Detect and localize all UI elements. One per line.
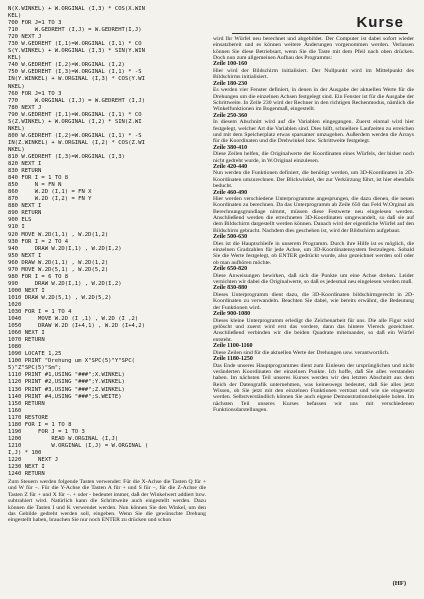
code-line: 800 W.GEDREHT (I,2)=W.ORGINAL (I,1) * -S — [8, 132, 142, 139]
section-text: Dies ist die Hauptschleife in unserem Programm. Durch ihre Hilfe ist es möglich, die einzelnen Gradzahlen für jede Achse, um 3D-Koordinatensystem festzulegen. Sobald Sie die Werte festgelegt, ob ENTER gedrückt wurde, also gezeichnet werden soll oder ob man aufhören möchte. — [213, 240, 414, 266]
code-line: 910 I — [8, 224, 25, 231]
code-line: 1080 — [8, 344, 22, 351]
code-line: 1040 MOVE W.2D (I ,1) , W.2D (I ,2) — [8, 316, 139, 323]
code-line: I,J) * 100 — [8, 449, 42, 456]
code-line: NKEL) — [8, 83, 25, 90]
code-line: IN(Y.WINKEL) + W.ORGINAL (I,3) * COS(Y.WI — [8, 76, 145, 83]
section-text: Hier wird der Bildschirm initialisiert. Der Nullpunkt wird im Mittelpunkt des Bildschirms initialisiert. — [213, 67, 414, 81]
code-line: 1180 FOR I = 1 TO 8 — [8, 421, 72, 428]
section-item — [213, 234, 414, 266]
code-line: 5)"Z"SPC(5)"Sm"; — [8, 365, 62, 372]
code-line: 950 NEXT I — [8, 252, 42, 259]
left-column — [8, 6, 206, 524]
code-line: 1150 RETURN — [8, 400, 45, 407]
section-item — [213, 190, 414, 235]
code-line: 1240 RETURN — [8, 471, 45, 478]
code-line: 850 N = FN N — [8, 182, 62, 189]
code-line: 860 W.2D (I,1) = FN X — [8, 189, 92, 196]
section-heading: Zeile 900-1080 — [213, 311, 251, 318]
code-line: 1160 — [8, 407, 22, 414]
code-line: 1170 RESTORE — [8, 414, 49, 421]
intro-paragraph: wird Ihr Würfel neu berechnet und abgebildet. Der Computer ist dabei sofort wieder einsatzbereit und es können weitere Änderungen vorgenommen werden. Verlassen können Sie diese Betriebsart, wenn Sie die Taste mit dem Pfeil nach oben drücken. Doch nun zum allgemeinen Aufbau des Programms: — [213, 36, 414, 62]
code-line: 1100 PRINT "Drehung um X"SPC(5)"Y"SPC( — [8, 358, 135, 365]
code-line: 940 DRAW W.2D(I,1) , W.2D(I,2) — [8, 245, 122, 252]
code-line: 1200 READ W.ORGINAL (I,J) — [8, 435, 119, 442]
code-line: 960 DRAW W.2D(1,1) , W.2D(1,2) — [8, 259, 109, 266]
code-line: 700 FOR J=1 TO 3 — [8, 20, 62, 27]
code-line: 1190 FOR J = 1 TO 3 — [8, 428, 85, 435]
section-list — [213, 61, 414, 413]
code-line: 770 W.ORGINAL (I,J) = W.GEDREHT (I,J) — [8, 97, 145, 104]
code-line: IN(Z.WINKEL) + W.ORGINAL (I,2) * COS(Z.WI — [8, 139, 145, 146]
code-line: NKEL) — [8, 146, 25, 153]
section-heading: Zeile 250-360 — [213, 112, 248, 119]
section-text: Diese Zeilen sind für die aktuellen Werte der Drehungen usw. verantwortlich. — [213, 349, 390, 356]
code-line: 1210 W.ORGINAL (I,J) = W.ORGINAL ( — [8, 442, 149, 449]
section-text: Hier werden verschiedene Unterprogramme angesprungen, die dazu dienen, die neuen Koordinaten zu berechnen. Da das Unterprogramm ab Zeile 650 das Feld W.Orginal als Berechnungsgrundlage nimmt, müssen diese Festwerte neu eingelesen werden. Anschließend werden die errechneten 3D-Koordinaten umgewandelt, so daß sie auf dem Bildschirm dargestellt werden können. Danach wird der eigentliche Würfel auf den Bildschirm gebracht. Nachdem dies geschehen ist, wird der Bildschirm aufgebaut. — [213, 196, 414, 234]
section-text: Dieses Unterprogramm dient dazu, die 3D-Koordinaten bildschirmgerecht in 2D-Koordinaten zu verwandeln. Beachten Sie dabei, wie bereits erwähnt, die Bedeutung der Funktionen wird. — [213, 292, 414, 311]
section-heading: Zeile 380-410 — [213, 144, 248, 151]
section-heading: Zeile 180-230 — [213, 80, 248, 87]
section-heading: Zeile 100-160 — [213, 61, 248, 68]
section-item — [213, 81, 414, 113]
section-item — [213, 285, 414, 311]
section-text: In diesem Abschnitt wird auf die Variablen eingegangen. Zuerst einmal wird hier festgelegt, welcher Art die Variablen sind. Dies hilft, schnellere Laufzeiten zu erreichen und mit dem Speicherplatz etwas sparsamer umzugehen. Außerdem werden die Arrays für die Koordinaten und die Drehwinkel bzw. Schrittweite festgelegt. — [213, 119, 414, 145]
section-item — [213, 145, 414, 164]
right-column — [213, 36, 414, 413]
code-line: 730 W.GEDREHT (I,1)=W.ORGINAL (I,1) * CO — [8, 41, 142, 48]
code-line: KEL) — [8, 13, 22, 20]
section-item — [213, 343, 414, 356]
code-line: 790 W.GEDREHT (I,1)=W.ORGINAL (I,1) * CO — [8, 111, 142, 118]
code-line: 820 NEXT I — [8, 161, 42, 168]
section-heading: Zeile 830-880 — [213, 285, 248, 292]
code-line: NKEL) — [8, 125, 25, 132]
section-text: Dieses kleine Unterprogramm erledigt die Zeichenarbeit für uns. Die alle Figur wird gelöscht und zuerst wird erst das vordere, dann das hintere Viereck gezeichnet. Anschließend verbinden wir die beiden Quadrate miteinander, so daß ein Würfel entsteht. — [213, 317, 414, 343]
code-line: 720 NEXT J — [8, 34, 42, 41]
basic-code-listing — [8, 6, 206, 478]
section-item — [213, 164, 414, 190]
code-line: N(X.WINKEL) + W.ORGINAL (I,3) * COS(X.WIN — [8, 6, 145, 12]
code-line: 1020 — [8, 301, 22, 308]
code-line: S(Y.WINKEL) + W.ORGINAL (I,3) * SIN(Y.WIN — [8, 48, 145, 55]
code-line: 870 W.2D (I,2) = FN Y — [8, 196, 92, 203]
code-line: 1140 PRINT #4,USING "###";S.WEITE) — [8, 393, 122, 400]
section-text: Diese Anweisungen bewirken, daß sich die Punkte um eine Achse drehen. Leider vernichten wir dabei die Originalwerte, so daß es jedesmal neu eingelesen werden muß. — [213, 272, 414, 286]
code-line: 920 MOVE W.2D(1,1) , W.2D(1,2) — [8, 231, 109, 238]
section-heading: Zeile 650-820 — [213, 266, 248, 273]
section-text: Nun werden die Funktionen definiert, die benötigt werden, um 3D-Koordinaten in 2D-Koordinaten umzurechnen. Der Blickwinkel, der zur Verkürzung führt, ist hier ebenfalls beducht. — [213, 170, 414, 190]
page-header-title: Kurse — [356, 14, 404, 31]
code-line: 980 FOR I = 6 TO 8 — [8, 273, 69, 280]
section-heading: Zeile 420-440 — [213, 163, 248, 170]
code-line: 1110 PRINT #1,USING "###";X.WINKEL) — [8, 372, 125, 379]
code-line: 900 ELS — [8, 217, 32, 224]
section-heading: Zeile 500-630 — [213, 234, 248, 241]
code-line: 1090 LOCATE 1,25 — [8, 351, 62, 358]
code-line: 830 RETURN — [8, 168, 42, 175]
code-line: 1000 NEXT I — [8, 287, 45, 294]
code-line: 990 DRAW W.2D(I,1) , W.2D(I,2) — [8, 280, 122, 287]
code-line: 740 W.GEDREHT (I,2)=W.ORGINAL (I,2) — [8, 62, 125, 69]
code-line: 710 W.GEDREHT (I,J) = W.GEDREHT(I,J) — [8, 27, 142, 34]
code-line: 1060 NEXT I — [8, 330, 45, 337]
section-text: Das Ende unseres Hauptprogrammes dient zum Einlesen der ursprünglichen und nicht veränderten Koordinaten der einzelnen Punkte. Ich hoffe, daß Sie alles verstanden haben. Im nächsten Teil unseres Kurses werden wir den letzten Abschnitt aus dem Reich der Datengrafik unternehmen, was keineswegs bedeutet, daß Sie alles jetzt Wissen, ob Sie jetzt mit den einzelnen Funktionen vertraut und wie sie eingesetzt werden. Selbstverständlich können Sie auch eigene Demonstrationsbeispiele holen. Im nächsten Teil unseres Kurses befassen wir uns mit verschiedenen Funktionsdarstellungen. — [213, 362, 414, 413]
code-line: 760 FOR J=1 TO 3 — [8, 90, 62, 97]
section-item — [213, 356, 414, 413]
section-heading: Zeile 460-490 — [213, 189, 248, 196]
author-signature: (HF) — [392, 580, 406, 587]
section-text: Diese Zeilen helfen, die Originalwerte der Koordinaten eines Würfels, der bisher noch nicht gedreht wurde, in W.Original einzulesen. — [213, 151, 414, 164]
code-line: 1220 NEXT J — [8, 457, 59, 463]
section-item — [213, 311, 414, 343]
code-line: 930 FOR I = 2 TO 4 — [8, 238, 69, 245]
section-item — [213, 61, 414, 80]
code-line: 1050 DRAW W.2D (I+4,1) , W.2D (I+4,2) — [8, 323, 145, 330]
code-line: 1010 DRAW W.2D(5,1) , W.2D(5,2) — [8, 294, 112, 301]
code-line: 1120 PRINT #2,USING "###";Y.WINKEL) — [8, 379, 125, 386]
code-line: 970 MOVE W.2D(5,1) , W.2D(5,2) — [8, 266, 109, 273]
code-line: 780 NEXT J — [8, 104, 42, 111]
code-line: KEL) — [8, 55, 22, 62]
section-text: Es werden vier Fenster definiert, in denen in der Ausgabe der aktuellen Werte für die Drehungen um die einzelnen Achsen festgelegt sind. Ein Fenster ist für die Ausgabe der Schrittweite. In Zeile 230 wird der Rechner in den richtigen Rechenmodus, nämlich die Winkelfunktionen im Bogenmaß, eingestellt. — [213, 87, 414, 113]
code-line: 1230 NEXT I — [8, 464, 45, 471]
code-line: 1030 FOR I = 1 TO 4 — [8, 309, 72, 316]
code-line: 840 FOR I = 1 TO 8 — [8, 175, 69, 182]
code-line: S(Z.WINKEL) + W.ORGINAL (I,2) * SIN(Z.WI — [8, 118, 142, 125]
section-heading: Zeile 1100-1160 — [213, 343, 253, 349]
code-line: 1130 PRINT #3,USING "###";Z.WINKEL) — [8, 386, 125, 393]
code-line: 890 RETURN — [8, 210, 42, 217]
section-item — [213, 266, 414, 285]
code-line: 880 NEXT I — [8, 203, 42, 210]
header-rule — [232, 33, 408, 34]
code-line: 750 W.GEDREHT (I,3)=W.ORGINAL (I,1) * -S — [8, 69, 142, 76]
code-line: 810 W.GEDREHT (I,3)=W.ORGINAL (I,3) — [8, 153, 125, 160]
section-item — [213, 113, 414, 145]
section-heading: Zeile 1180-1250 — [213, 355, 253, 362]
code-line: 1070 RETURN — [8, 337, 45, 344]
controls-paragraph: Zum Steuern werden folgende Tasten verwendet: Für die X-Achse die Tasten Q für + und W für −. Für die Y-Achse die Tasten A für + und S für −, für die Z-Achse die Tasten Z für + und X für −. + oder - bedeutet immer, daß der Winkelwert addiert bzw. subtrahiert wird. Natürlich kann die Schrittweite auch eingestellt werden. Dazu können die Tasten I und K verwendet werden. Nun können Sie den Winkel, um den das Gebilde gedreht werden soll, eingeben. Wenn Sie die gewünschte Drehung eingestellt haben, brauchen Sie nur noch ENTER zu drücken und schon — [8, 479, 206, 524]
